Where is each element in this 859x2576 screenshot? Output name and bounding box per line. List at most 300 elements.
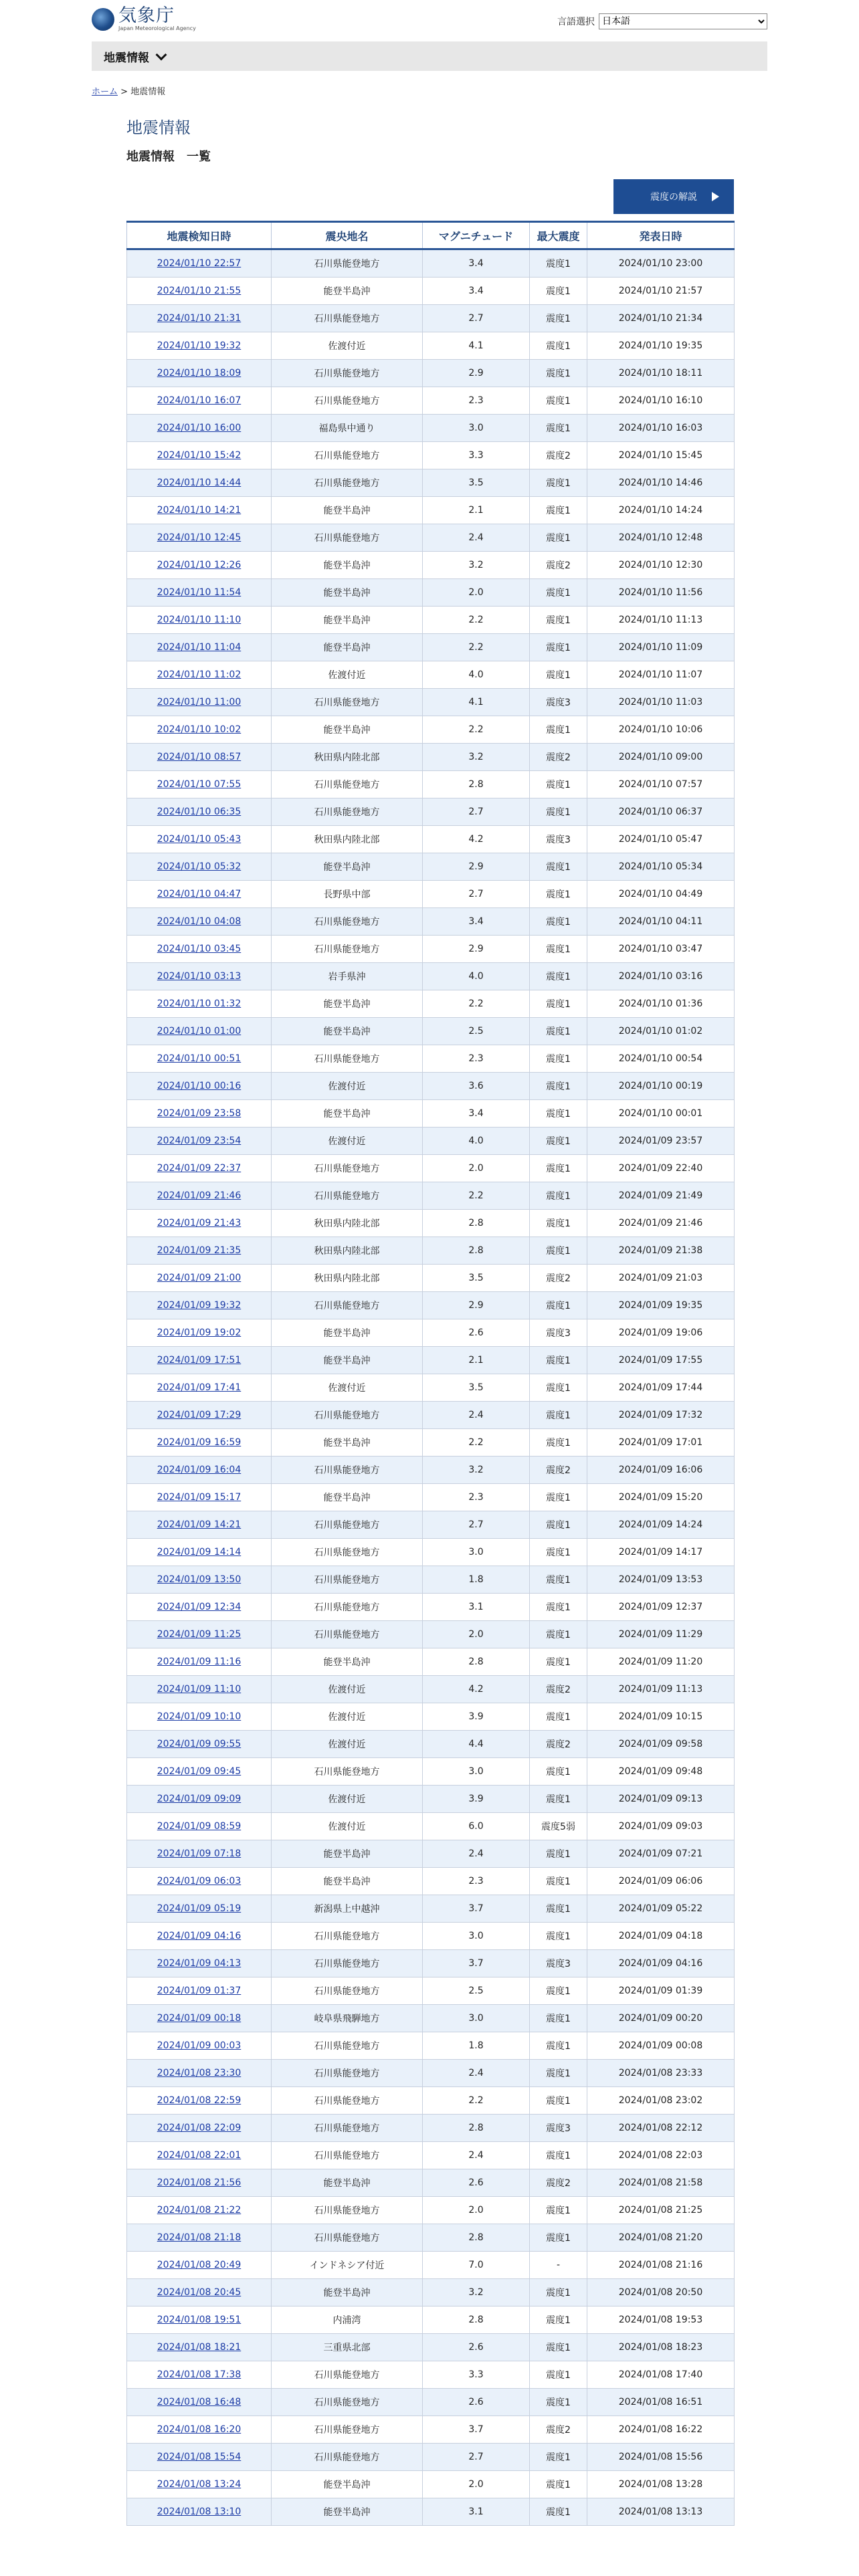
detect-time-link[interactable]: 2024/01/10 03:45 [157, 944, 242, 954]
detect-time-link[interactable]: 2024/01/09 06:03 [157, 1876, 242, 1887]
detect-time-link[interactable]: 2024/01/09 15:17 [157, 1492, 242, 1503]
magnitude-cell: 3.9 [423, 1703, 530, 1731]
max-intensity-cell: 震度2 [530, 1265, 587, 1292]
detect-time-link[interactable]: 2024/01/10 21:55 [157, 286, 242, 296]
magnitude-cell: 4.0 [423, 661, 530, 689]
table-row [127, 881, 735, 908]
detect-time-cell[interactable] [127, 524, 272, 552]
detect-time-link[interactable]: 2024/01/09 04:16 [157, 1931, 242, 1941]
epicenter-cell: 石川県能登地方 [272, 1566, 423, 1594]
detect-time-cell[interactable] [127, 387, 272, 415]
detect-time-link[interactable]: 2024/01/08 23:30 [157, 2068, 242, 2078]
issue-time-cell: 2024/01/08 21:20 [587, 2224, 735, 2252]
max-intensity-cell: 震度3 [530, 826, 587, 853]
detect-time-link[interactable]: 2024/01/10 11:00 [157, 697, 242, 708]
detect-time-link[interactable]: 2024/01/10 05:43 [157, 834, 242, 845]
epicenter-cell: 石川県能登地方 [272, 2032, 423, 2060]
detect-time-link[interactable]: 2024/01/10 03:13 [157, 971, 242, 982]
detect-time-cell[interactable] [127, 2471, 272, 2498]
magnitude-cell: 4.1 [423, 332, 530, 360]
detect-time-cell[interactable] [127, 1786, 272, 1813]
detect-time-link[interactable]: 2024/01/10 00:51 [157, 1053, 242, 1064]
table-row [127, 1758, 735, 1786]
detect-time-cell[interactable] [127, 1703, 272, 1731]
table-row [127, 798, 735, 826]
issue-time-cell: 2024/01/09 17:55 [587, 1347, 735, 1374]
issue-time-cell: 2024/01/08 23:33 [587, 2060, 735, 2087]
table-row [127, 552, 735, 579]
issue-time-cell: 2024/01/08 19:53 [587, 2306, 735, 2334]
max-intensity-cell: 震度1 [530, 1840, 587, 1868]
detect-time-link[interactable]: 2024/01/09 21:46 [157, 1190, 242, 1201]
detect-time-link[interactable]: 2024/01/09 17:29 [157, 1410, 242, 1420]
detect-time-link[interactable]: 2024/01/08 19:51 [157, 2315, 242, 2325]
main-content [126, 114, 734, 2526]
table-row [127, 826, 735, 853]
table-row [127, 2361, 735, 2389]
epicenter-cell: 秋田県内陸北部 [272, 1237, 423, 1265]
issue-time-cell: 2024/01/08 13:13 [587, 2498, 735, 2526]
detect-time-link[interactable]: 2024/01/08 17:38 [157, 2369, 242, 2380]
detect-time-link[interactable]: 2024/01/09 00:18 [157, 2013, 242, 2024]
table-row [127, 908, 735, 936]
max-intensity-cell: 震度1 [530, 469, 587, 497]
detect-time-link[interactable]: 2024/01/09 17:41 [157, 1382, 242, 1393]
max-intensity-cell: 震度2 [530, 442, 587, 469]
detect-time-cell[interactable] [127, 1292, 272, 1319]
detect-time-link[interactable]: 2024/01/10 12:45 [157, 532, 242, 543]
max-intensity-cell: 震度1 [530, 908, 587, 936]
detect-time-cell[interactable] [127, 2224, 272, 2252]
detect-time-cell[interactable] [127, 2169, 272, 2197]
detect-time-cell[interactable] [127, 1950, 272, 1977]
detect-time-link[interactable]: 2024/01/09 05:19 [157, 1903, 242, 1914]
max-intensity-cell: 震度2 [530, 2169, 587, 2197]
epicenter-cell: 石川県能登地方 [272, 2060, 423, 2087]
detect-time-link[interactable]: 2024/01/09 23:54 [157, 1136, 242, 1146]
max-intensity-cell: 震度1 [530, 1347, 587, 1374]
max-intensity-cell: 震度1 [530, 2005, 587, 2032]
detect-time-link[interactable]: 2024/01/10 04:08 [157, 916, 242, 927]
epicenter-cell: 石川県能登地方 [272, 524, 423, 552]
detect-time-cell[interactable] [127, 689, 272, 716]
detect-time-link[interactable]: 2024/01/10 01:00 [157, 1026, 242, 1037]
detect-time-cell[interactable] [127, 1813, 272, 1840]
detect-time-cell[interactable] [127, 2361, 272, 2389]
detect-time-cell[interactable] [127, 2252, 272, 2279]
detect-time-cell[interactable] [127, 2142, 272, 2169]
language-select[interactable] [599, 13, 767, 29]
detect-time-cell[interactable] [127, 1429, 272, 1457]
issue-time-cell: 2024/01/08 22:12 [587, 2115, 735, 2142]
epicenter-cell: 能登半島沖 [272, 579, 423, 607]
detect-time-link[interactable]: 2024/01/09 11:25 [157, 1629, 242, 1640]
detect-time-link[interactable]: 2024/01/09 04:13 [157, 1958, 242, 1969]
magnitude-cell: 3.3 [423, 442, 530, 469]
max-intensity-cell: 震度1 [530, 2224, 587, 2252]
table-row [127, 1155, 735, 1182]
detect-time-cell[interactable] [127, 1594, 272, 1621]
table-row [127, 1703, 735, 1731]
detect-time-cell[interactable] [127, 1100, 272, 1128]
issue-time-cell: 2024/01/09 14:17 [587, 1539, 735, 1566]
magnitude-cell: 3.0 [423, 1923, 530, 1950]
table-row [127, 1676, 735, 1703]
detect-time-cell[interactable] [127, 1676, 272, 1703]
detect-time-link[interactable]: 2024/01/10 11:04 [157, 642, 242, 653]
detect-time-link[interactable]: 2024/01/10 11:02 [157, 669, 242, 680]
detect-time-link[interactable]: 2024/01/08 18:21 [157, 2342, 242, 2353]
magnitude-cell: 3.0 [423, 2005, 530, 2032]
detect-time-link[interactable]: 2024/01/10 07:55 [157, 779, 242, 790]
table-row [127, 1539, 735, 1566]
magnitude-cell: 2.8 [423, 771, 530, 798]
detect-time-cell[interactable] [127, 1539, 272, 1566]
table-row [127, 387, 735, 415]
site-header [92, 0, 767, 41]
detect-time-link[interactable]: 2024/01/09 22:37 [157, 1163, 242, 1174]
epicenter-cell: 能登半島沖 [272, 607, 423, 634]
magnitude-cell: 2.2 [423, 990, 530, 1018]
detect-time-cell[interactable] [127, 469, 272, 497]
magnitude-cell: 2.7 [423, 798, 530, 826]
detect-time-link[interactable]: 2024/01/09 08:59 [157, 1821, 242, 1832]
max-intensity-cell: 震度2 [530, 1676, 587, 1703]
issue-time-cell: 2024/01/10 12:48 [587, 524, 735, 552]
detect-time-link[interactable]: 2024/01/10 16:00 [157, 423, 242, 433]
detect-time-cell[interactable] [127, 360, 272, 387]
detect-time-cell[interactable] [127, 1073, 272, 1100]
detect-time-link[interactable]: 2024/01/09 14:14 [157, 1547, 242, 1558]
detect-time-link[interactable]: 2024/01/09 09:45 [157, 1766, 242, 1777]
max-intensity-cell: 震度1 [530, 2471, 587, 2498]
detect-time-link[interactable]: 2024/01/10 21:31 [157, 313, 242, 324]
detect-time-cell[interactable] [127, 2032, 272, 2060]
max-intensity-cell: 震度1 [530, 2060, 587, 2087]
detect-time-link[interactable]: 2024/01/08 22:59 [157, 2095, 242, 2106]
detect-time-link[interactable]: 2024/01/10 06:35 [157, 807, 242, 817]
epicenter-cell: 石川県能登地方 [272, 689, 423, 716]
detect-time-link[interactable]: 2024/01/09 14:21 [157, 1519, 242, 1530]
issue-time-cell: 2024/01/09 16:06 [587, 1457, 735, 1484]
detect-time-link[interactable]: 2024/01/08 13:10 [157, 2506, 242, 2517]
magnitude-cell: 1.8 [423, 1566, 530, 1594]
magnitude-cell: 2.0 [423, 2197, 530, 2224]
breadcrumb-separator: > [120, 87, 128, 97]
max-intensity-cell: 震度3 [530, 1950, 587, 1977]
magnitude-cell: 2.8 [423, 1648, 530, 1676]
issue-time-cell: 2024/01/08 18:23 [587, 2334, 735, 2361]
epicenter-cell: 佐渡付近 [272, 1786, 423, 1813]
detect-time-cell[interactable] [127, 2389, 272, 2416]
max-intensity-cell: 震度1 [530, 1210, 587, 1237]
detect-time-link[interactable]: 2024/01/09 00:03 [157, 2040, 242, 2051]
detect-time-cell[interactable] [127, 908, 272, 936]
detect-time-cell[interactable] [127, 1319, 272, 1347]
detect-time-cell[interactable] [127, 552, 272, 579]
table-row [127, 1347, 735, 1374]
table-row [127, 1402, 735, 1429]
detect-time-link[interactable]: 2024/01/10 16:07 [157, 395, 242, 406]
magnitude-cell: 3.7 [423, 2416, 530, 2444]
magnitude-cell: 2.7 [423, 305, 530, 332]
nav-label: 地震情報 [104, 51, 149, 65]
table-row [127, 1813, 735, 1840]
detect-time-cell[interactable] [127, 1621, 272, 1648]
detect-time-cell[interactable] [127, 2087, 272, 2115]
detect-time-cell[interactable] [127, 1237, 272, 1265]
magnitude-cell: 2.0 [423, 1155, 530, 1182]
epicenter-cell: 石川県能登地方 [272, 2224, 423, 2252]
detect-time-link[interactable]: 2024/01/09 21:43 [157, 1218, 242, 1228]
detect-time-cell[interactable] [127, 249, 272, 278]
issue-time-cell: 2024/01/08 20:50 [587, 2279, 735, 2306]
detect-time-link[interactable]: 2024/01/10 04:47 [157, 889, 242, 899]
magnitude-cell: 3.0 [423, 1758, 530, 1786]
epicenter-cell: 長野県中部 [272, 881, 423, 908]
max-intensity-cell: 震度1 [530, 716, 587, 744]
detect-time-cell[interactable] [127, 1045, 272, 1073]
issue-time-cell: 2024/01/10 18:11 [587, 360, 735, 387]
max-intensity-cell: 震度1 [530, 1977, 587, 2005]
detect-time-link[interactable]: 2024/01/10 10:02 [157, 724, 242, 735]
magnitude-cell: 4.2 [423, 1676, 530, 1703]
detect-time-link[interactable]: 2024/01/10 19:32 [157, 340, 242, 351]
issue-time-cell: 2024/01/09 00:08 [587, 2032, 735, 2060]
detect-time-cell[interactable] [127, 1374, 272, 1402]
detect-time-cell[interactable] [127, 1895, 272, 1923]
detect-time-link[interactable]: 2024/01/10 15:42 [157, 450, 242, 461]
magnitude-cell: 3.7 [423, 1950, 530, 1977]
detect-time-cell[interactable] [127, 415, 272, 442]
detect-time-cell[interactable] [127, 579, 272, 607]
table-row [127, 2306, 735, 2334]
magnitude-cell: 3.4 [423, 908, 530, 936]
detect-time-link[interactable]: 2024/01/08 20:49 [157, 2260, 242, 2270]
detect-time-cell[interactable] [127, 771, 272, 798]
detect-time-link[interactable]: 2024/01/10 14:21 [157, 505, 242, 516]
max-intensity-cell: 震度1 [530, 661, 587, 689]
detect-time-link[interactable]: 2024/01/10 14:44 [157, 477, 242, 488]
detect-time-link[interactable]: 2024/01/10 05:32 [157, 861, 242, 872]
detect-time-link[interactable]: 2024/01/09 01:37 [157, 1985, 242, 1996]
epicenter-cell: 能登半島沖 [272, 552, 423, 579]
magnitude-cell: 2.1 [423, 1347, 530, 1374]
detect-time-link[interactable]: 2024/01/09 11:10 [157, 1684, 242, 1695]
detect-time-link[interactable]: 2024/01/10 01:32 [157, 998, 242, 1009]
detect-time-link[interactable]: 2024/01/08 22:09 [157, 2123, 242, 2133]
breadcrumb-home[interactable]: ホーム [92, 87, 118, 97]
detect-time-cell[interactable] [127, 2306, 272, 2334]
issue-time-cell: 2024/01/10 00:54 [587, 1045, 735, 1073]
max-intensity-cell: 震度1 [530, 1566, 587, 1594]
detect-time-link[interactable]: 2024/01/09 23:58 [157, 1108, 242, 1119]
max-intensity-cell: 震度1 [530, 1511, 587, 1539]
detect-time-cell[interactable] [127, 607, 272, 634]
detect-time-cell[interactable] [127, 2498, 272, 2526]
site-name-jp: 気象庁 [118, 5, 175, 26]
detect-time-link[interactable]: 2024/01/09 17:51 [157, 1355, 242, 1366]
detect-time-link[interactable]: 2024/01/09 11:16 [157, 1656, 242, 1667]
detect-time-cell[interactable] [127, 1566, 272, 1594]
detect-time-cell[interactable] [127, 278, 272, 305]
jma-logo[interactable] [92, 7, 196, 32]
detect-time-link[interactable]: 2024/01/08 16:20 [157, 2424, 242, 2435]
detect-time-link[interactable]: 2024/01/09 16:59 [157, 1437, 242, 1448]
magnitude-cell: 3.6 [423, 1073, 530, 1100]
detect-time-cell[interactable] [127, 1182, 272, 1210]
issue-time-cell: 2024/01/10 01:36 [587, 990, 735, 1018]
detect-time-cell[interactable] [127, 1648, 272, 1676]
max-intensity-cell: 震度1 [530, 1758, 587, 1786]
intensity-guide-button[interactable] [613, 179, 734, 214]
detect-time-cell[interactable] [127, 1511, 272, 1539]
detect-time-link[interactable]: 2024/01/08 16:48 [157, 2397, 242, 2407]
nav-earthquake-menu[interactable] [104, 48, 165, 65]
max-intensity-cell: 震度1 [530, 1648, 587, 1676]
detect-time-link[interactable]: 2024/01/08 21:18 [157, 2232, 242, 2243]
detect-time-cell[interactable] [127, 442, 272, 469]
table-row [127, 1073, 735, 1100]
detect-time-link[interactable]: 2024/01/08 21:22 [157, 2205, 242, 2216]
issue-time-cell: 2024/01/09 21:03 [587, 1265, 735, 1292]
issue-time-cell: 2024/01/09 22:40 [587, 1155, 735, 1182]
detect-time-link[interactable]: 2024/01/09 10:10 [157, 1711, 242, 1722]
table-row [127, 332, 735, 360]
max-intensity-cell: 震度1 [530, 2334, 587, 2361]
table-row [127, 497, 735, 524]
table-row [127, 579, 735, 607]
table-row [127, 1840, 735, 1868]
detect-time-cell[interactable] [127, 497, 272, 524]
detect-time-cell[interactable] [127, 990, 272, 1018]
detect-time-link[interactable]: 2024/01/09 09:09 [157, 1794, 242, 1804]
detect-time-cell[interactable] [127, 2197, 272, 2224]
issue-time-cell: 2024/01/10 06:37 [587, 798, 735, 826]
detect-time-cell[interactable] [127, 798, 272, 826]
detect-time-cell[interactable] [127, 634, 272, 661]
detect-time-cell[interactable] [127, 1484, 272, 1511]
detect-time-cell[interactable] [127, 2416, 272, 2444]
detect-time-cell[interactable] [127, 2005, 272, 2032]
table-row [127, 634, 735, 661]
detect-time-link[interactable]: 2024/01/10 08:57 [157, 752, 242, 762]
epicenter-cell: 石川県能登地方 [272, 1923, 423, 1950]
epicenter-cell: 石川県能登地方 [272, 1950, 423, 1977]
detect-time-cell[interactable] [127, 826, 272, 853]
detect-time-cell[interactable] [127, 332, 272, 360]
magnitude-cell: 3.4 [423, 278, 530, 305]
magnitude-cell: 2.2 [423, 1182, 530, 1210]
detect-time-cell[interactable] [127, 1731, 272, 1758]
detect-time-link[interactable]: 2024/01/09 09:55 [157, 1739, 242, 1749]
detect-time-cell[interactable] [127, 963, 272, 990]
detect-time-cell[interactable] [127, 1210, 272, 1237]
issue-time-cell: 2024/01/09 09:48 [587, 1758, 735, 1786]
detect-time-cell[interactable] [127, 2334, 272, 2361]
detect-time-cell[interactable] [127, 1977, 272, 2005]
detect-time-cell[interactable] [127, 1457, 272, 1484]
magnitude-cell: 3.2 [423, 1457, 530, 1484]
detect-time-cell[interactable] [127, 1128, 272, 1155]
detect-time-cell[interactable] [127, 661, 272, 689]
detect-time-link[interactable]: 2024/01/09 16:04 [157, 1465, 242, 1475]
max-intensity-cell: 震度1 [530, 1292, 587, 1319]
detect-time-cell[interactable] [127, 1347, 272, 1374]
epicenter-cell: 石川県能登地方 [272, 387, 423, 415]
detect-time-cell[interactable] [127, 1265, 272, 1292]
detect-time-cell[interactable] [127, 305, 272, 332]
detect-time-cell[interactable] [127, 1018, 272, 1045]
detect-time-cell[interactable] [127, 1840, 272, 1868]
detect-time-link[interactable]: 2024/01/08 21:56 [157, 2177, 242, 2188]
magnitude-cell: 4.4 [423, 1731, 530, 1758]
detect-time-link[interactable]: 2024/01/09 19:32 [157, 1300, 242, 1311]
detect-time-link[interactable]: 2024/01/08 13:24 [157, 2479, 242, 2490]
magnitude-cell: 2.2 [423, 1429, 530, 1457]
max-intensity-cell: 震度2 [530, 552, 587, 579]
detect-time-link[interactable]: 2024/01/09 13:50 [157, 1574, 242, 1585]
detect-time-link[interactable]: 2024/01/08 22:01 [157, 2150, 242, 2161]
detect-time-link[interactable]: 2024/01/09 21:00 [157, 1273, 242, 1283]
detect-time-cell[interactable] [127, 853, 272, 881]
table-row [127, 2334, 735, 2361]
issue-time-cell: 2024/01/08 17:40 [587, 2361, 735, 2389]
detect-time-cell[interactable] [127, 1868, 272, 1895]
detect-time-cell[interactable] [127, 2444, 272, 2471]
detect-time-cell[interactable] [127, 744, 272, 771]
issue-time-cell: 2024/01/10 09:00 [587, 744, 735, 771]
max-intensity-cell: 震度1 [530, 1539, 587, 1566]
detect-time-link[interactable]: 2024/01/08 15:54 [157, 2452, 242, 2462]
epicenter-cell: 佐渡付近 [272, 1813, 423, 1840]
table-row [127, 1731, 735, 1758]
detect-time-link[interactable]: 2024/01/09 07:18 [157, 1848, 242, 1859]
detect-time-cell[interactable] [127, 881, 272, 908]
epicenter-cell: 秋田県内陸北部 [272, 1210, 423, 1237]
detect-time-cell[interactable] [127, 2279, 272, 2306]
detect-time-cell[interactable] [127, 2115, 272, 2142]
max-intensity-cell: 震度1 [530, 1703, 587, 1731]
detect-time-link[interactable]: 2024/01/08 20:45 [157, 2287, 242, 2298]
magnitude-cell: 3.5 [423, 1265, 530, 1292]
table-row [127, 249, 735, 278]
detect-time-link[interactable]: 2024/01/10 00:16 [157, 1081, 242, 1091]
detect-time-cell[interactable] [127, 2060, 272, 2087]
detect-time-link[interactable]: 2024/01/10 11:54 [157, 587, 242, 598]
magnitude-cell: 2.9 [423, 853, 530, 881]
detect-time-link[interactable]: 2024/01/10 22:57 [157, 258, 242, 269]
breadcrumb [92, 84, 767, 97]
detect-time-link[interactable]: 2024/01/10 18:09 [157, 368, 242, 379]
detect-time-cell[interactable] [127, 716, 272, 744]
magnitude-cell: 2.2 [423, 716, 530, 744]
detect-time-cell[interactable] [127, 1402, 272, 1429]
detect-time-link[interactable]: 2024/01/10 11:10 [157, 615, 242, 625]
epicenter-cell: 石川県能登地方 [272, 1182, 423, 1210]
detect-time-cell[interactable] [127, 1155, 272, 1182]
detect-time-link[interactable]: 2024/01/09 19:02 [157, 1327, 242, 1338]
detect-time-link[interactable]: 2024/01/09 12:34 [157, 1602, 242, 1612]
issue-time-cell: 2024/01/10 11:56 [587, 579, 735, 607]
detect-time-link[interactable]: 2024/01/10 12:26 [157, 560, 242, 570]
detect-time-cell[interactable] [127, 1923, 272, 1950]
max-intensity-cell: 震度1 [530, 771, 587, 798]
table-row [127, 2224, 735, 2252]
detect-time-cell[interactable] [127, 936, 272, 963]
detect-time-cell[interactable] [127, 1758, 272, 1786]
detect-time-link[interactable]: 2024/01/09 21:35 [157, 1245, 242, 1256]
